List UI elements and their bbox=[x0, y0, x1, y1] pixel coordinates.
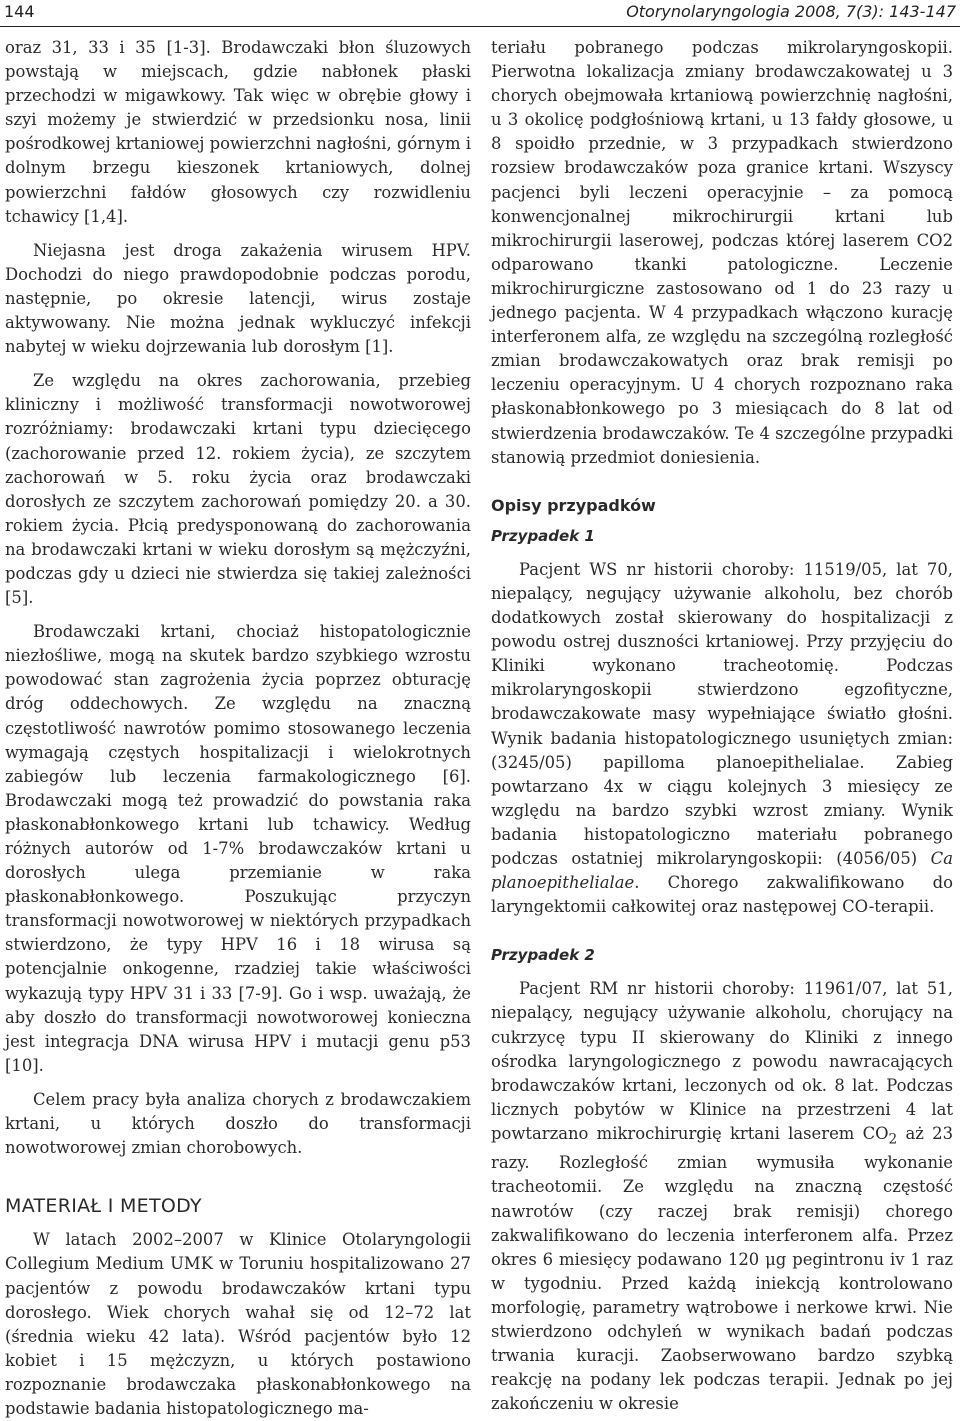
paragraph bbox=[491, 977, 953, 1416]
paragraph bbox=[491, 558, 953, 919]
section-heading: Opisy przypadków bbox=[491, 495, 656, 515]
italic-term: Ca planoepithelialae bbox=[491, 849, 953, 893]
paragraph: Ze względu na okres zachorowania, przebieg kliniczny i możliwość transformacji nowotworowej rozróżniamy: brodawczaki krtani typu dziecięcego (zachorowanie przed 12. rokiem życia), ze szczytem zachorowań w 5. roku życia oraz brodawczaki dorosłych ze szczytem zachorowań pomiędzy 20. a 30. rokiem życia. Płcią predysponowaną do zachorowania na brodawczaki krtani w wieku dorosłym są mężczyźni, podczas gdy u dzieci nie stwierdza się takiej zależności [5]. bbox=[5, 371, 471, 608]
subscript: 2 bbox=[888, 1131, 898, 1148]
text-run: . Chorego zakwalifikowano do laryngektomii całkowitej oraz następowej CO-terapii. bbox=[491, 873, 953, 917]
right-column bbox=[491, 36, 953, 1416]
text-run: Pacjent RM nr historii choroby: 11961/07, lat 51, niepalący, negujący używanie alkoholu, chorujący na cukrzycę typu II skierowany do Kliniki z innego ośrodka laryngologicznego z powodu nawracających brodawczaków krtani, leczonych od ok. 8 lat. Podczas licznych pobytów w Klinice na przestrzeni 4 lat powtarzano mikrochirurgię krtani laserem CO bbox=[491, 979, 953, 1143]
section-heading: MATERIAŁ I METODY bbox=[5, 1195, 202, 1218]
paragraph: Celem pracy była analiza chorych z brodawczakiem krtani, u których doszło do transformacji nowotworowej zmian chorobowych. bbox=[5, 1089, 471, 1158]
page-number: 144 bbox=[4, 2, 35, 21]
page-header bbox=[0, 0, 960, 27]
paragraph: teriału pobranego podczas mikrolaryngoskopii. Pierwotna lokalizacja zmiany brodawczakowatej u 3 chorych obejmowała krtaniową powierzchnię nagłośni, u 3 okolicę podgłośniową krtani, u 13 fałdy głosowe, u 8 spoidło przednie, w 3 przypadkach stwierdzono rozsiew brodawczaków poza granice krtani. Wszyscy pacjenci byli leczeni operacyjnie – za pomocą konwencjonalnej mikrochirurgii krtani lub mikrochirurgii laserowej, podczas której laserem CO2 odparowano tkanki patologiczne. Leczenie mikrochirurgiczne zastosowano od 1 do 23 razy u jednego pacjenta. W 4 przypadkach włączono kurację interferonem alfa, ze względu na szczególną rozległość zmian brodawczakowatych oraz brak remisji po leczeniu operacyjnym. U 4 chorych rozpoznano raka płaskonabłonkowego po 3 miesiącach do 8 lat od stwierdzenia brodawczaków. Te 4 szczególne przypadki stanowią przedmiot doniesienia. bbox=[491, 38, 953, 467]
subsection-heading: Przypadek 2 bbox=[491, 946, 595, 965]
paragraph: W latach 2002–2007 w Klinice Otolaryngologii Collegium Medium UMK w Toruniu hospitalizowano 27 pacjentów z powodu brodawczaków krtani typu dorosłego. Wiek chorych wahał się od 12–72 lat (średnia wieku 42 lata). Wśród pacjentów było 12 kobiet i 15 mężczyzn, u których postawiono rozpoznanie brodawczaka płaskonabłonkowego na podstawie badania histopatologicznego ma- bbox=[5, 1230, 471, 1418]
left-column bbox=[5, 36, 471, 1421]
paragraph: oraz 31, 33 i 35 [1-3]. Brodawczaki błon śluzowych powstają w miejscach, gdzie nabłonek płaski przechodzi w migawkowy. Tak więc w obrębie głowy i szyi możemy je stwierdzić w przedsionku nosa, linii pośrodkowej krtaniowej powierzchni nagłośni, górnym i dolnym brzegu kieszonek krtaniowych, dolnej powierzchni fałdów głosowych czy rozwidleniu tchawicy [1,4]. bbox=[5, 38, 471, 226]
text-run: aż 23 razy. Rozległość zmian wymusiła wykonanie tracheotomii. Ze względu na znaczną częstość nawrotów (czy raczej brak remisji) chorego zakwalifikowano do leczenia interferonem alfa. Przez okres 6 miesięcy podawano 120 μg pegintronu iv 1 raz w tygodniu. Przed każdą iniekcją kontrolowano morfologię, parametry wątrobowe i nerkowe krwi. Nie stwierdzono odchyleń w wynikach badań podczas trwania kuracji. Zaobserwowano bardzo szybką reakcję na podany lek podczas terapii. Jednak po jej zakończeniu w okresie bbox=[491, 1123, 953, 1414]
paragraph: Brodawczaki krtani, chociaż histopatologicznie niezłośliwe, mogą na skutek bardzo szybkiego wzrostu powodować stan zagrożenia życia poprzez obturację dróg oddechowych. Ze względu na znaczną częstotliwość nawrotów pomimo stosowanego leczenia wymagają częstych hospitalizacji i wielokrotnych zabiegów lub leczenia farmakologicznego [6]. Brodawczaki mogą też prowadzić do powstania raka płaskonabłonkowego krtani lub tchawicy. Według różnych autorów od 1-7% brodawczaków krtani u dorosłych ulega przemianie w raka płaskonabłonkowego. Poszukując przyczyn transformacji nowotworowej w niektórych przypadkach stwierdzono, że typy HPV 16 i 18 wirusa są potencjalnie onkogenne, rzadziej takie właściwości wykazują typy HPV 31 i 33 [7-9]. Go i wsp. uważają, że aby doszło do transformacji nowotworowej konieczna jest integracja DNA wirusa HPV i mutacji genu p53 [10]. bbox=[5, 622, 471, 1075]
text-run: Pacjent WS nr historii choroby: 11519/05, lat 70, niepalący, negujący używanie alkoholu, bez chorób dodatkowych został skierowany do hospitalizacji z powodu ostrej duszności krtaniowej. Przy przyjęciu do Kliniki wykonano tracheotomię. Podczas mikrolaryngoskopii stwierdzono egzofityczne, brodawczakowate masy wypełniające światło głośni. Wynik badania histopatologicznego usuniętych zmian: (3245/05) papilloma planoepithelialae. Zabieg powtarzano 4x w ciągu kolejnych 3 miesięcy ze względu na bardzo szybki wzrost zmiany. Wynik badania histopatologiczno materiału pobranego podczas ostatniej mikrolaryngoskopii: (4056/05) bbox=[491, 559, 953, 868]
journal-citation: Otorynolaryngologia 2008, 7(3): 143-147 bbox=[626, 2, 956, 21]
subsection-heading: Przypadek 1 bbox=[491, 526, 595, 545]
paragraph: Niejasna jest droga zakażenia wirusem HPV. Dochodzi do niego prawdopodobnie podczas porodu, następnie, po okresie latencji, wirus zostaje aktywowany. Nie można jednak wykluczyć infekcji nabytej w wieku dojrzewania lub dorosłym [1]. bbox=[5, 240, 471, 357]
